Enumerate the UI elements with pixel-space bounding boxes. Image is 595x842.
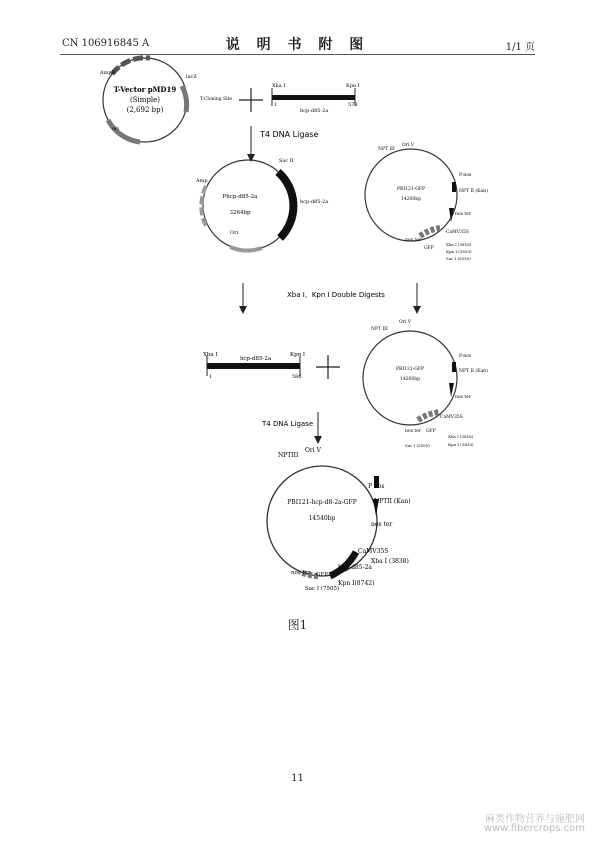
tvector-site: T-Cloning Site — [200, 97, 233, 102]
insert2-left-site: Xba I — [203, 352, 218, 358]
pbi-b-oriv: Ori V — [399, 320, 411, 325]
pbi-b-sac: Sac I (5555) — [405, 443, 430, 448]
digest-label: Xba I、Kpn I Double Digests — [287, 291, 385, 299]
pbi-a-gfp: GFP — [424, 246, 434, 251]
insert1-left-site: Xba I — [272, 83, 286, 89]
insert1-right-site: Kpn I — [346, 83, 360, 89]
final-plasmid — [267, 447, 411, 592]
insert2-left-pos: 1 — [209, 374, 213, 380]
pbi-b-name: PBI121-GFP — [396, 367, 424, 372]
tvector-name: T-Vector pMD19 — [113, 85, 177, 94]
pbi-b-camv: CaMV35S — [440, 415, 463, 420]
insert2-name: hcp-d85-2a — [240, 356, 272, 362]
recomb-size: 3264bp — [229, 210, 251, 216]
watermark-line1: 麻类作物营养与施肥网 — [485, 814, 585, 825]
insert2-right-site: Kpn I — [290, 352, 306, 358]
pbi121-plasmid-middle — [363, 319, 488, 448]
pbi-a-pnos: P-nos — [459, 173, 472, 178]
insert-fragment-1 — [272, 83, 360, 114]
final-camv: CaMV35S — [358, 548, 389, 555]
final-nptiii: NPTIII — [278, 452, 299, 459]
final-nos-ter: nos ter — [371, 521, 393, 528]
pbi-b-pnos: P-nos — [459, 354, 472, 359]
step1-label: T4 DNA Ligase — [260, 130, 319, 139]
pbi-b-size: 14200bp — [399, 377, 421, 382]
step2-label: T4 DNA Ligase — [262, 420, 314, 428]
recomb-ori: Ori — [230, 230, 239, 236]
final-kpn: Kpn I(8742) — [338, 580, 375, 587]
pbi-b-nos-ter2: nos ter — [405, 429, 421, 434]
final-xba: Xba I (3838) — [371, 558, 409, 565]
pbi-a-nos-ter: nos ter — [455, 212, 471, 217]
pbi-a-nptiii: NPT III — [378, 147, 395, 152]
pbi-a-nos-ter2: nos ter — [405, 238, 421, 243]
final-size: 14540bp — [308, 515, 336, 522]
pbi-b-gfp: GFP — [426, 429, 436, 434]
watermark-line2: www.fibercrops.com — [483, 823, 585, 834]
patent-number: CN 106916845 A — [62, 38, 150, 49]
plus-sign-2 — [316, 355, 340, 379]
pbi-a-camv: CaMV35S — [446, 230, 469, 235]
insert1-name: hcp-d85-2a — [300, 108, 329, 114]
pbi-b-nptiii: NPT III — [371, 327, 388, 332]
insert2-right-pos: 586 — [292, 374, 302, 380]
insert1-left-pos: 1 — [274, 102, 278, 108]
section-title: 说 明 书 附 图 — [225, 37, 370, 53]
pbi-a-name: PBI121-GFP — [397, 187, 425, 192]
pbi-a-size: 14200bp — [400, 197, 422, 202]
recomb-site: Sac II — [279, 158, 294, 164]
pbi-b-nptii: NPT II (Kan) — [459, 369, 488, 374]
recomb-name: Phcp-d85-2a — [222, 194, 258, 200]
pbi-b-nos-ter: nos ter — [455, 395, 471, 400]
page-of: 1/1 页 — [505, 42, 535, 53]
pbi-b-xba: Xba I (3818) — [448, 434, 474, 439]
tvector-sub: (Simple) — [130, 96, 160, 104]
final-sac: Sac I (7505) — [305, 586, 340, 592]
final-pnos: P nos — [368, 483, 385, 490]
final-name: PBI121-hcp-d8-2a-GFP — [287, 499, 357, 506]
tvector-lacz: lacZ — [186, 74, 197, 80]
tvector-ori: ori — [112, 126, 119, 132]
recomb-gene: hcp-d85-2a — [300, 199, 329, 205]
tvector-amp: AmpR — [100, 70, 116, 76]
final-gfp: GFP — [316, 572, 328, 578]
plus-sign-1 — [239, 88, 263, 112]
recomb-amp: Amp — [196, 178, 208, 184]
pbi-a-kpn: Kpn I (3833) — [446, 249, 472, 254]
page-number: 11 — [291, 773, 304, 784]
recombinant-plasmid — [195, 158, 328, 250]
pbi121-plasmid-top — [365, 142, 488, 261]
pbi-a-xba: Xba I (3818) — [446, 242, 472, 247]
pbi-a-sac: Sac I (5555) — [446, 256, 471, 261]
tvector-size: (2,692 bp) — [126, 106, 164, 114]
pbi-b-kpn: Kpn I (3833) — [448, 442, 474, 447]
insert-fragment-2 — [203, 352, 305, 380]
final-nptii: NPTII (Kan) — [374, 498, 411, 505]
final-oriv: Ori V — [305, 447, 321, 454]
figure-caption: 图1 — [287, 618, 308, 632]
pbi-a-nptii: NPT II (Kan) — [459, 189, 488, 194]
final-nos-ter2: nos ter — [291, 570, 311, 576]
final-gene: hcp-d85-2a — [338, 564, 372, 571]
tvector-plasmid — [99, 58, 232, 142]
insert1-right-pos: 573 — [348, 102, 358, 108]
pbi-a-oriv: Ori V — [402, 143, 414, 148]
